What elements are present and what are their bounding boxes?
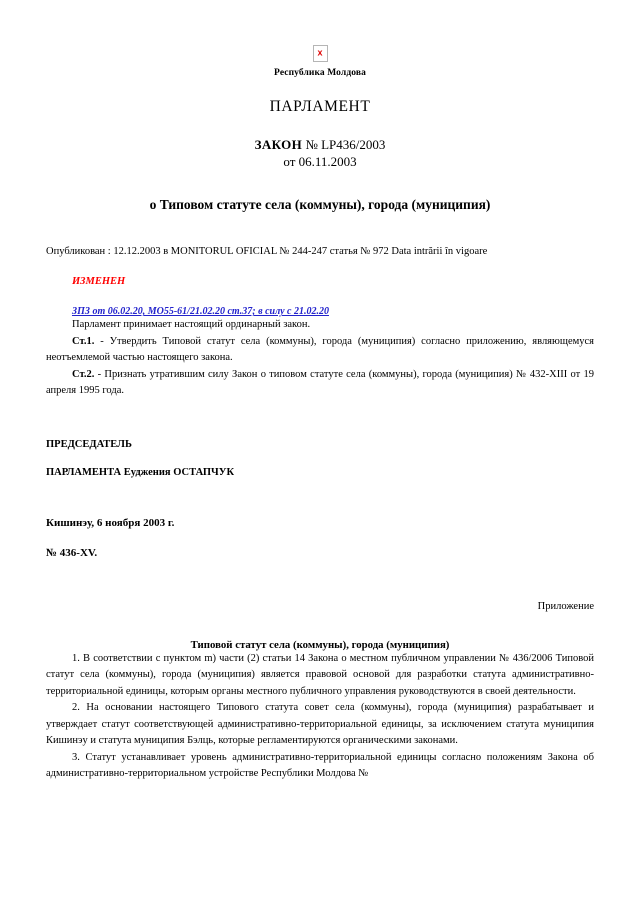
article-1-paragraph bbox=[46, 334, 594, 367]
annex-paragraph-1: 1. В соответствии с пунктом m) части (2) статьи 14 Закона о местном публичном управлении № 436/2006 Типовой статут села (коммуны), города (муниципия) является правовой основой для разработки статута административно-территориальной единицы, которым органы местного публичного управления руководствуются в своей деятельности. bbox=[46, 652, 594, 697]
institution-heading: ПАРЛАМЕНТ bbox=[269, 98, 371, 115]
annex-label: Приложение bbox=[537, 600, 594, 612]
law-number-line bbox=[46, 137, 594, 153]
article-2-paragraph bbox=[46, 367, 594, 400]
signature-city-date: Кишинэу, 6 ноября 2003 г. bbox=[46, 516, 175, 529]
annex-title: Типовой статут села (коммуны), города (муниципия) bbox=[190, 638, 450, 651]
law-word: ЗАКОН bbox=[254, 137, 303, 152]
law-date: от 06.11.2003 bbox=[283, 154, 357, 169]
emblem-container bbox=[46, 0, 594, 62]
signatory-name: ПАРЛАМЕНТА Еуджения ОСТАПЧУК bbox=[46, 466, 235, 478]
law-number: № LP436/2003 bbox=[305, 137, 386, 152]
republic-heading: Республика Молдова bbox=[274, 68, 366, 78]
signatory-role: ПРЕДСЕДАТЕЛЬ bbox=[46, 438, 132, 450]
published-line: Опубликован : 12.12.2003 в MONITORUL OFICIAL № 244-247 статья № 972 Data intrării în vigoare bbox=[46, 246, 488, 257]
amendment-link[interactable]: ЗПЗ от 06.02.20, МО55-61/21.02.20 ст.37; в силу с 21.02.20 bbox=[72, 306, 329, 317]
broken-image-icon bbox=[313, 45, 328, 62]
page-title: о Типовом статуте села (коммуны), города (муниципия) bbox=[149, 197, 491, 212]
annex-paragraph-2: 2. На основании настоящего Типового статута совет села (коммуны), города (муниципия) разрабатывает и утверждает статут соответствующей административно-территориальной единицы, за исключением статута муниципия Кишинэу и статута муниципия Бэлць, которые регламентируются органическими законами. bbox=[46, 702, 594, 746]
amended-status-badge: ИЗМЕНЕН bbox=[72, 276, 126, 287]
annex-paragraph-3: 3. Статут устанавливает уровень административно-территориальной единицы согласно положениям Закона об административно-территориальном устройстве Республики Молдова № bbox=[46, 751, 594, 779]
article-1-label: Ст.1. bbox=[72, 335, 95, 347]
document-content bbox=[46, 0, 594, 783]
preamble-paragraph: Парламент принимает настоящий ординарный закон. bbox=[72, 319, 311, 330]
article-2-label: Ст.2. bbox=[72, 368, 95, 380]
signature-number: № 436-XV. bbox=[46, 546, 98, 559]
article-1-text: - Утвердить Типовой статут села (коммуны), города (муниципия) согласно приложению, являющемуся неотъемлемой частью настоящего закона. bbox=[46, 335, 594, 363]
article-2-text: - Признать утратившим силу Закон о типовом статуте села (коммуны), города (муниципия) № 432-XIII от 19 апреля 1995 года. bbox=[46, 368, 594, 396]
broken-image-x-glyph: x bbox=[317, 47, 323, 58]
